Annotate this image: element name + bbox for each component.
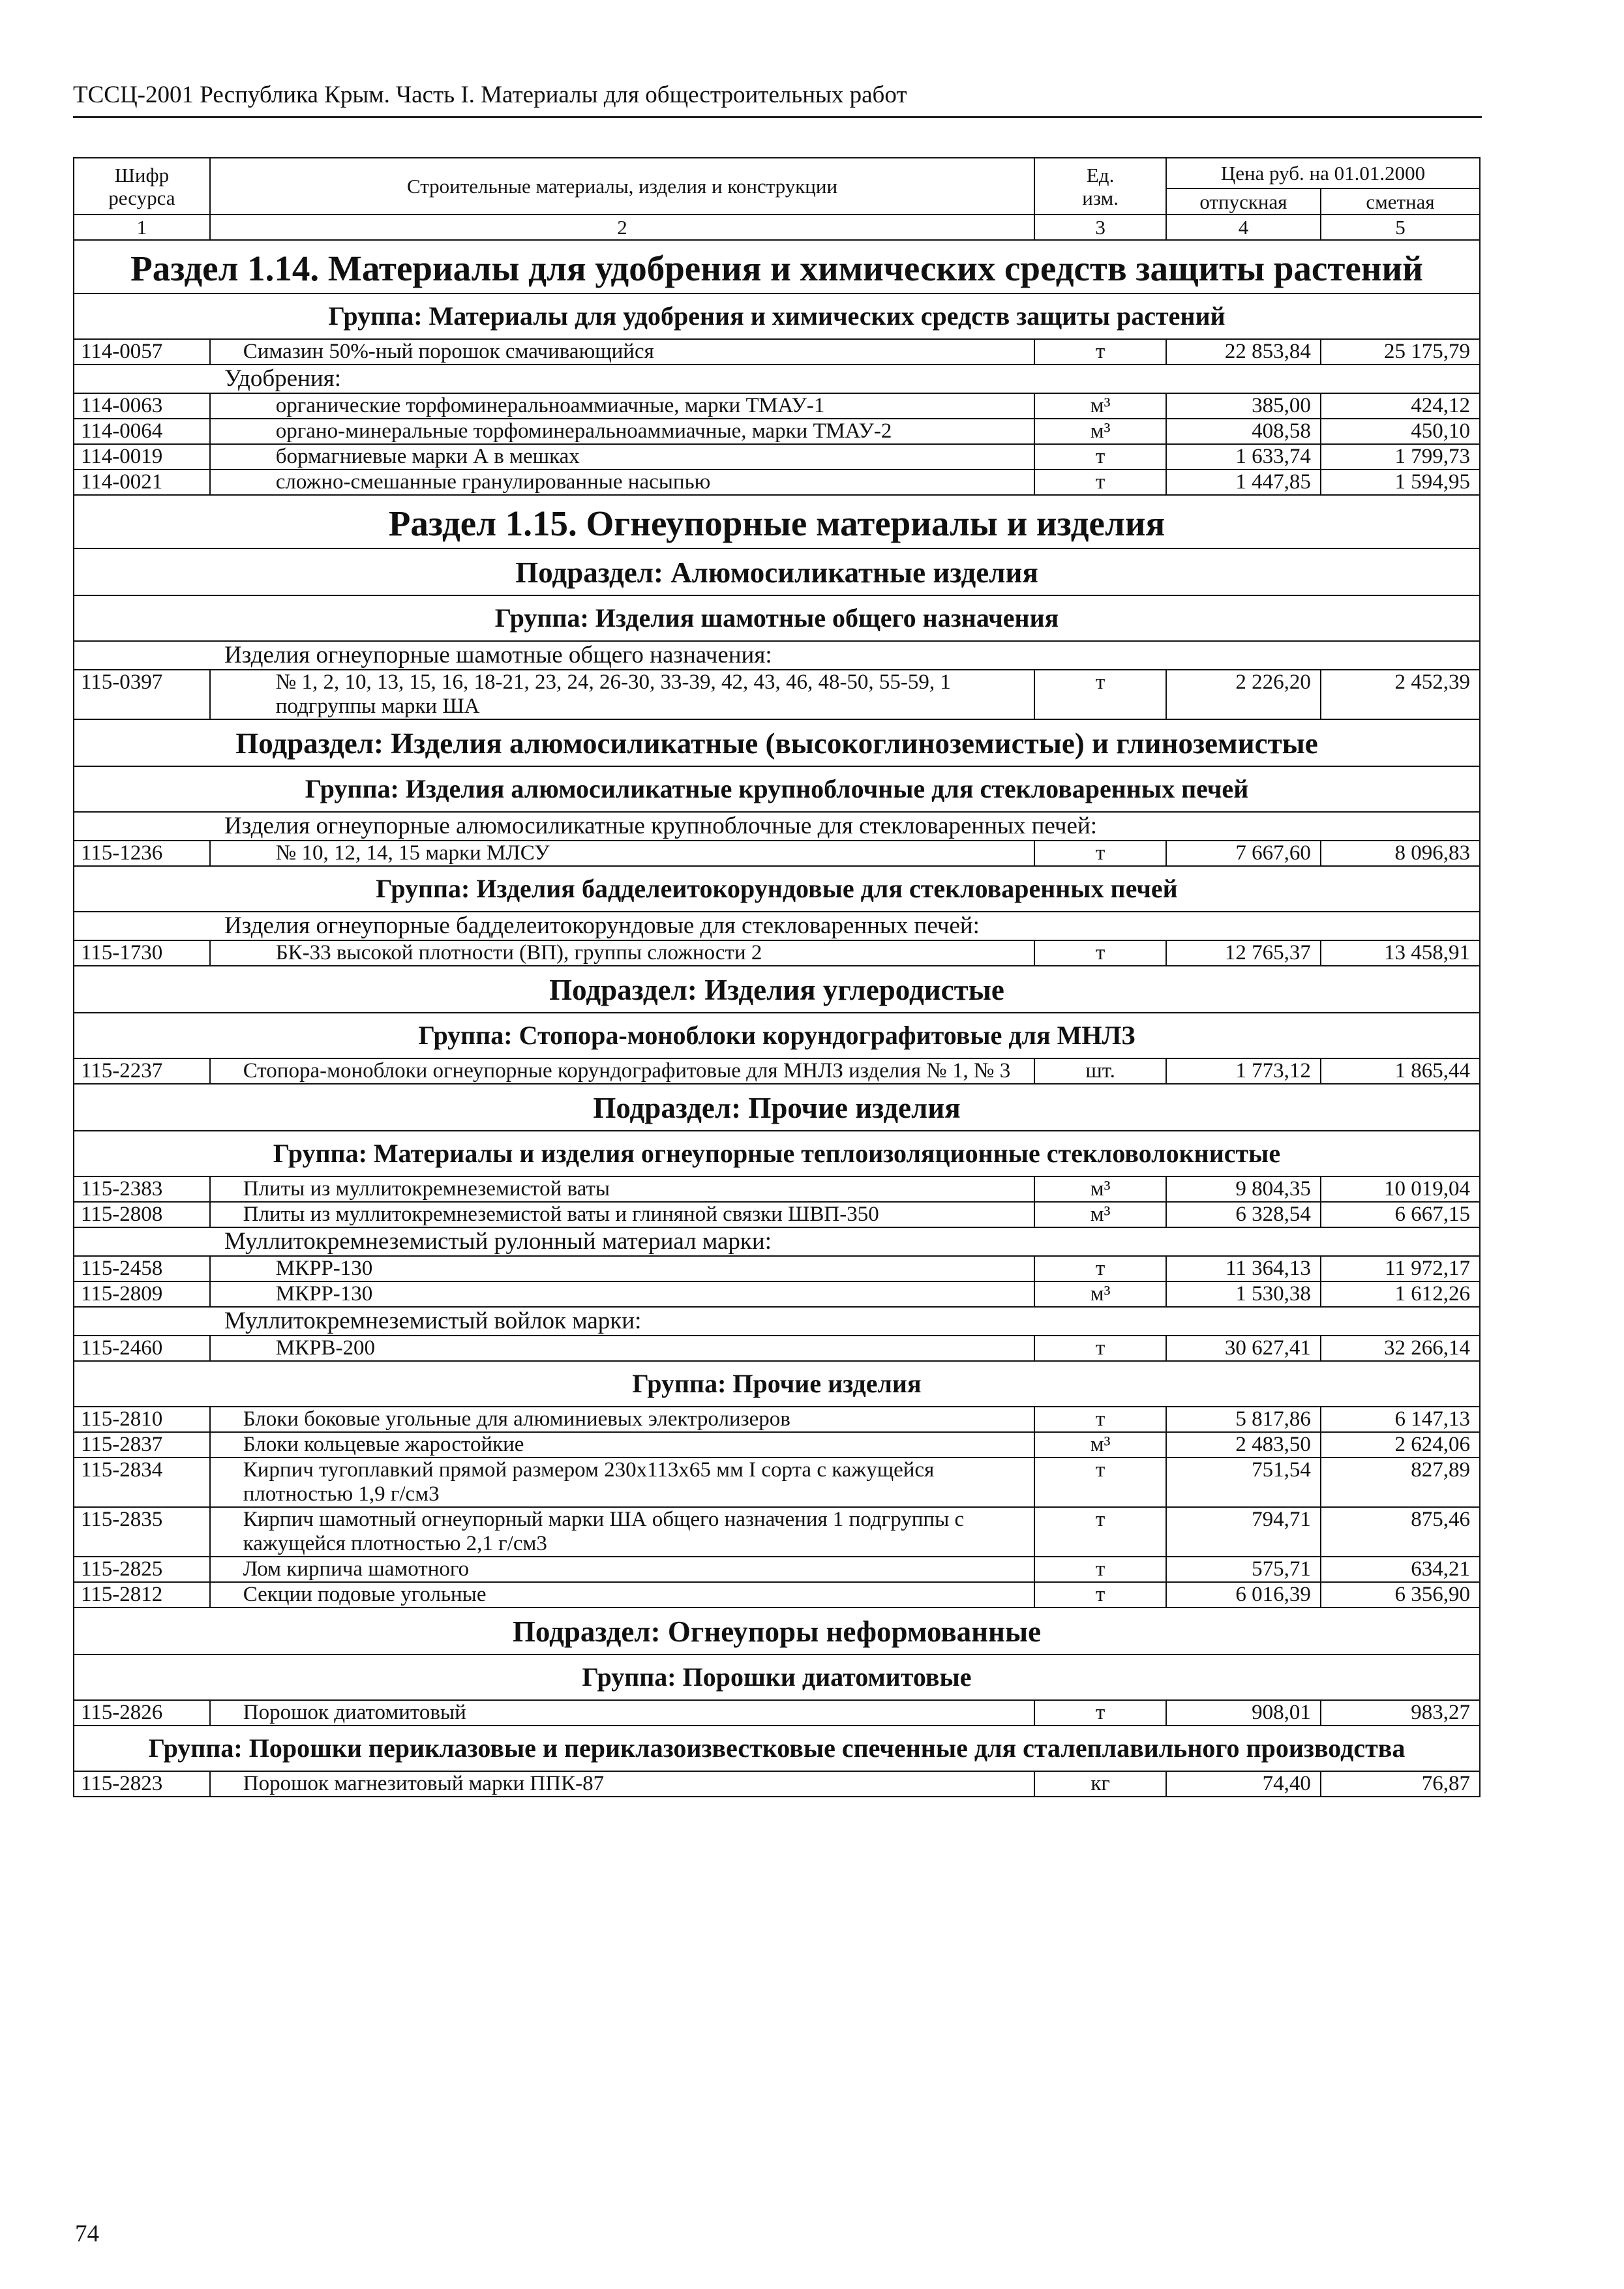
header-estimate: сметная (1321, 188, 1480, 215)
estimate-price: 13 458,91 (1321, 940, 1480, 966)
wholesale-price: 1 633,74 (1166, 444, 1321, 470)
group-heading: Группа: Изделия шамотные общего назначения (74, 595, 1480, 641)
caption-text: Изделия огнеупорные бадделеитокорундовые для стекловаренных печей: (74, 912, 1480, 940)
section-heading-row (74, 240, 1480, 293)
col-number-5: 5 (1321, 215, 1480, 240)
col-number-4: 4 (1166, 215, 1321, 240)
group-heading: Группа: Материалы для удобрения и химических средств защиты растений (74, 293, 1480, 339)
header-rule (73, 116, 1482, 118)
table-row (74, 1336, 1480, 1361)
group-heading: Группа: Прочие изделия (74, 1361, 1480, 1407)
table-row (74, 339, 1480, 365)
wholesale-price: 2 483,50 (1166, 1432, 1321, 1458)
resource-code: 114-0064 (74, 419, 210, 444)
caption-row (74, 1307, 1480, 1336)
material-name: МКРВ-200 (210, 1336, 1035, 1361)
material-name: Кирпич шамотный огнеупорный марки ША общего назначения 1 подгруппы с кажущейся плотностью 2,1 г/см3 (210, 1507, 1035, 1557)
group-heading-row (74, 766, 1480, 812)
resource-code: 114-0057 (74, 339, 210, 365)
material-name: Порошок магнезитовый марки ППК-87 (210, 1771, 1035, 1797)
estimate-price: 2 624,06 (1321, 1432, 1480, 1458)
table-body (74, 240, 1480, 1797)
table-row (74, 1256, 1480, 1281)
unit: т (1034, 841, 1166, 866)
group-heading-row (74, 1726, 1480, 1771)
table-row (74, 444, 1480, 470)
unit: т (1034, 1582, 1166, 1608)
unit: кг (1034, 1771, 1166, 1797)
unit: т (1034, 940, 1166, 966)
unit: т (1034, 1507, 1166, 1557)
table-row (74, 1700, 1480, 1726)
section-heading: Раздел 1.14. Материалы для удобрения и химических средств защиты растений (74, 240, 1480, 293)
wholesale-price: 6 328,54 (1166, 1202, 1321, 1227)
unit: м³ (1034, 393, 1166, 419)
wholesale-price: 1 530,38 (1166, 1281, 1321, 1307)
wholesale-price: 9 804,35 (1166, 1176, 1321, 1202)
estimate-price: 450,10 (1321, 419, 1480, 444)
resource-code: 115-2812 (74, 1582, 210, 1608)
header-code-line1: Шифр (114, 163, 170, 187)
group-heading-row (74, 866, 1480, 912)
resource-code: 115-2383 (74, 1176, 210, 1202)
wholesale-price: 22 853,84 (1166, 339, 1321, 365)
subsection-heading: Подраздел: Изделия алюмосиликатные (высокоглиноземистые) и глиноземистые (74, 719, 1480, 766)
resource-code: 115-1236 (74, 841, 210, 866)
resource-code: 115-2237 (74, 1058, 210, 1084)
estimate-price: 634,21 (1321, 1557, 1480, 1582)
estimate-price: 6 356,90 (1321, 1582, 1480, 1608)
estimate-price: 6 147,13 (1321, 1407, 1480, 1432)
wholesale-price: 6 016,39 (1166, 1582, 1321, 1608)
material-name: Лом кирпича шамотного (210, 1557, 1035, 1582)
group-heading-row (74, 1361, 1480, 1407)
material-name: Кирпич тугоплавкий прямой размером 230х113х65 мм I сорта с кажущейся плотностью 1,9 г/см3 (210, 1458, 1035, 1507)
subsection-heading: Подраздел: Прочие изделия (74, 1084, 1480, 1131)
material-name: МКРР-130 (210, 1256, 1035, 1281)
estimate-price: 8 096,83 (1321, 841, 1480, 866)
resource-code: 115-2837 (74, 1432, 210, 1458)
resource-code: 115-2826 (74, 1700, 210, 1726)
estimate-price: 983,27 (1321, 1700, 1480, 1726)
table-row (74, 1458, 1480, 1507)
table-row (74, 1582, 1480, 1608)
table-row (74, 1407, 1480, 1432)
unit: т (1034, 339, 1166, 365)
material-name: БК-33 высокой плотности (ВП), группы сложности 2 (210, 940, 1035, 966)
header-price: Цена руб. на 01.01.2000 (1166, 158, 1480, 188)
estimate-price: 1 799,73 (1321, 444, 1480, 470)
resource-code: 115-2823 (74, 1771, 210, 1797)
unit: т (1034, 670, 1166, 719)
caption-row (74, 812, 1480, 841)
caption-row (74, 912, 1480, 940)
resource-code: 115-2808 (74, 1202, 210, 1227)
material-name: сложно-смешанные гранулированные насыпью (210, 470, 1035, 495)
unit: шт. (1034, 1058, 1166, 1084)
unit: т (1034, 1256, 1166, 1281)
header-code-line2: ресурса (108, 186, 175, 209)
group-heading: Группа: Изделия алюмосиликатные крупноблочные для стекловаренных печей (74, 766, 1480, 812)
unit: м³ (1034, 1281, 1166, 1307)
header-wholesale: отпускная (1166, 188, 1321, 215)
group-heading: Группа: Порошки периклазовые и периклазоизвестковые спеченные для сталеплавильного производства (74, 1726, 1480, 1771)
material-name: Блоки кольцевые жаростойкие (210, 1432, 1035, 1458)
resource-code: 115-2834 (74, 1458, 210, 1507)
unit: т (1034, 1557, 1166, 1582)
wholesale-price: 30 627,41 (1166, 1336, 1321, 1361)
resource-code: 115-2460 (74, 1336, 210, 1361)
resource-code: 115-0397 (74, 670, 210, 719)
unit: т (1034, 1458, 1166, 1507)
unit: т (1034, 1700, 1166, 1726)
group-heading-row (74, 1654, 1480, 1700)
wholesale-price: 11 364,13 (1166, 1256, 1321, 1281)
wholesale-price: 794,71 (1166, 1507, 1321, 1557)
table-row (74, 1557, 1480, 1582)
subsection-heading-row (74, 1608, 1480, 1654)
caption-text: Муллитокремнеземистый рулонный материал марки: (74, 1227, 1480, 1256)
resource-code: 115-2825 (74, 1557, 210, 1582)
resource-code: 114-0063 (74, 393, 210, 419)
group-heading-row (74, 595, 1480, 641)
caption-text: Изделия огнеупорные шамотные общего назначения: (74, 641, 1480, 670)
group-heading: Группа: Стопора-моноблоки корундографитовые для МНЛЗ (74, 1013, 1480, 1058)
unit: т (1034, 444, 1166, 470)
material-name: № 1, 2, 10, 13, 15, 16, 18-21, 23, 24, 26-30, 33-39, 42, 43, 46, 48-50, 55-59, 1 подгруппы марки ША (210, 670, 1035, 719)
wholesale-price: 1 773,12 (1166, 1058, 1321, 1084)
unit: т (1034, 1336, 1166, 1361)
unit: м³ (1034, 1432, 1166, 1458)
table-row (74, 1202, 1480, 1227)
header-name: Строительные материалы, изделия и конструкции (210, 158, 1035, 215)
estimate-price: 2 452,39 (1321, 670, 1480, 719)
caption-row (74, 365, 1480, 393)
material-name: Симазин 50%-ный порошок смачивающийся (210, 339, 1035, 365)
wholesale-price: 7 667,60 (1166, 841, 1321, 866)
caption-row (74, 641, 1480, 670)
group-heading: Группа: Материалы и изделия огнеупорные теплоизоляционные стекловолокнистые (74, 1131, 1480, 1176)
price-table (73, 157, 1481, 1797)
table-row (74, 1507, 1480, 1557)
resource-code: 114-0021 (74, 470, 210, 495)
wholesale-price: 1 447,85 (1166, 470, 1321, 495)
material-name: МКРР-130 (210, 1281, 1035, 1307)
col-number-2: 2 (210, 215, 1035, 240)
table-row (74, 1176, 1480, 1202)
unit: м³ (1034, 1176, 1166, 1202)
subsection-heading: Подраздел: Алюмосиликатные изделия (74, 548, 1480, 595)
header-code (74, 158, 210, 215)
unit: м³ (1034, 419, 1166, 444)
caption-text: Изделия огнеупорные алюмосиликатные крупноблочные для стекловаренных печей: (74, 812, 1480, 841)
estimate-price: 827,89 (1321, 1458, 1480, 1507)
subsection-heading: Подраздел: Огнеупоры неформованные (74, 1608, 1480, 1654)
table-row (74, 1771, 1480, 1797)
resource-code: 115-2809 (74, 1281, 210, 1307)
material-name: № 10, 12, 14, 15 марки МЛСУ (210, 841, 1035, 866)
group-heading-row (74, 293, 1480, 339)
resource-code: 115-1730 (74, 940, 210, 966)
group-heading-row (74, 1013, 1480, 1058)
table-row (74, 393, 1480, 419)
table-row (74, 419, 1480, 444)
col-number-1: 1 (74, 215, 210, 240)
resource-code: 115-2458 (74, 1256, 210, 1281)
header-unit-line1: Ед. (1086, 163, 1115, 187)
material-name: Секции подовые угольные (210, 1582, 1035, 1608)
caption-text: Муллитокремнеземистый войлок марки: (74, 1307, 1480, 1336)
unit: т (1034, 470, 1166, 495)
section-heading-row (74, 495, 1480, 548)
table-row (74, 670, 1480, 719)
wholesale-price: 751,54 (1166, 1458, 1321, 1507)
unit: м³ (1034, 1202, 1166, 1227)
subsection-heading-row (74, 548, 1480, 595)
estimate-price: 875,46 (1321, 1507, 1480, 1557)
resource-code: 115-2835 (74, 1507, 210, 1557)
header-unit-line2: изм. (1082, 186, 1119, 209)
estimate-price: 11 972,17 (1321, 1256, 1480, 1281)
estimate-price: 1 612,26 (1321, 1281, 1480, 1307)
material-name: Стопора-моноблоки огнеупорные корундографитовые для МНЛЗ изделия № 1, № 3 (210, 1058, 1035, 1084)
material-name: Блоки боковые угольные для алюминиевых электролизеров (210, 1407, 1035, 1432)
material-name: Плиты из муллитокремнеземистой ваты (210, 1176, 1035, 1202)
section-heading: Раздел 1.15. Огнеупорные материалы и изделия (74, 495, 1480, 548)
subsection-heading-row (74, 719, 1480, 766)
estimate-price: 32 266,14 (1321, 1336, 1480, 1361)
subsection-heading-row (74, 1084, 1480, 1131)
wholesale-price: 385,00 (1166, 393, 1321, 419)
header-unit (1034, 158, 1166, 215)
material-name: органо-минеральные торфоминеральноаммиачные, марки ТМАУ-2 (210, 419, 1035, 444)
material-name: Порошок диатомитовый (210, 1700, 1035, 1726)
estimate-price: 1 594,95 (1321, 470, 1480, 495)
wholesale-price: 2 226,20 (1166, 670, 1321, 719)
table-row (74, 1432, 1480, 1458)
estimate-price: 1 865,44 (1321, 1058, 1480, 1084)
group-heading-row (74, 1131, 1480, 1176)
estimate-price: 76,87 (1321, 1771, 1480, 1797)
subsection-heading-row (74, 966, 1480, 1013)
caption-text: Удобрения: (74, 365, 1480, 393)
group-heading: Группа: Порошки диатомитовые (74, 1654, 1480, 1700)
material-name: Плиты из муллитокремнеземистой ваты и глиняной связки ШВП-350 (210, 1202, 1035, 1227)
subsection-heading: Подраздел: Изделия углеродистые (74, 966, 1480, 1013)
resource-code: 114-0019 (74, 444, 210, 470)
table-row (74, 940, 1480, 966)
estimate-price: 25 175,79 (1321, 339, 1480, 365)
wholesale-price: 575,71 (1166, 1557, 1321, 1582)
estimate-price: 10 019,04 (1321, 1176, 1480, 1202)
resource-code: 115-2810 (74, 1407, 210, 1432)
caption-row (74, 1227, 1480, 1256)
unit: т (1034, 1407, 1166, 1432)
table-row (74, 470, 1480, 495)
material-name: бормагниевые марки А в мешках (210, 444, 1035, 470)
table-row (74, 841, 1480, 866)
group-heading: Группа: Изделия бадделеитокорундовые для стекловаренных печей (74, 866, 1480, 912)
wholesale-price: 5 817,86 (1166, 1407, 1321, 1432)
page-number: 74 (75, 2221, 99, 2247)
wholesale-price: 74,40 (1166, 1771, 1321, 1797)
wholesale-price: 908,01 (1166, 1700, 1321, 1726)
estimate-price: 6 667,15 (1321, 1202, 1480, 1227)
estimate-price: 424,12 (1321, 393, 1480, 419)
wholesale-price: 12 765,37 (1166, 940, 1321, 966)
wholesale-price: 408,58 (1166, 419, 1321, 444)
running-header: ТССЦ-2001 Республика Крым. Часть I. Материалы для общестроительных работ (73, 82, 907, 108)
table-row (74, 1058, 1480, 1084)
col-number-3: 3 (1034, 215, 1166, 240)
table-row (74, 1281, 1480, 1307)
material-name: органические торфоминеральноаммиачные, марки ТМАУ-1 (210, 393, 1035, 419)
